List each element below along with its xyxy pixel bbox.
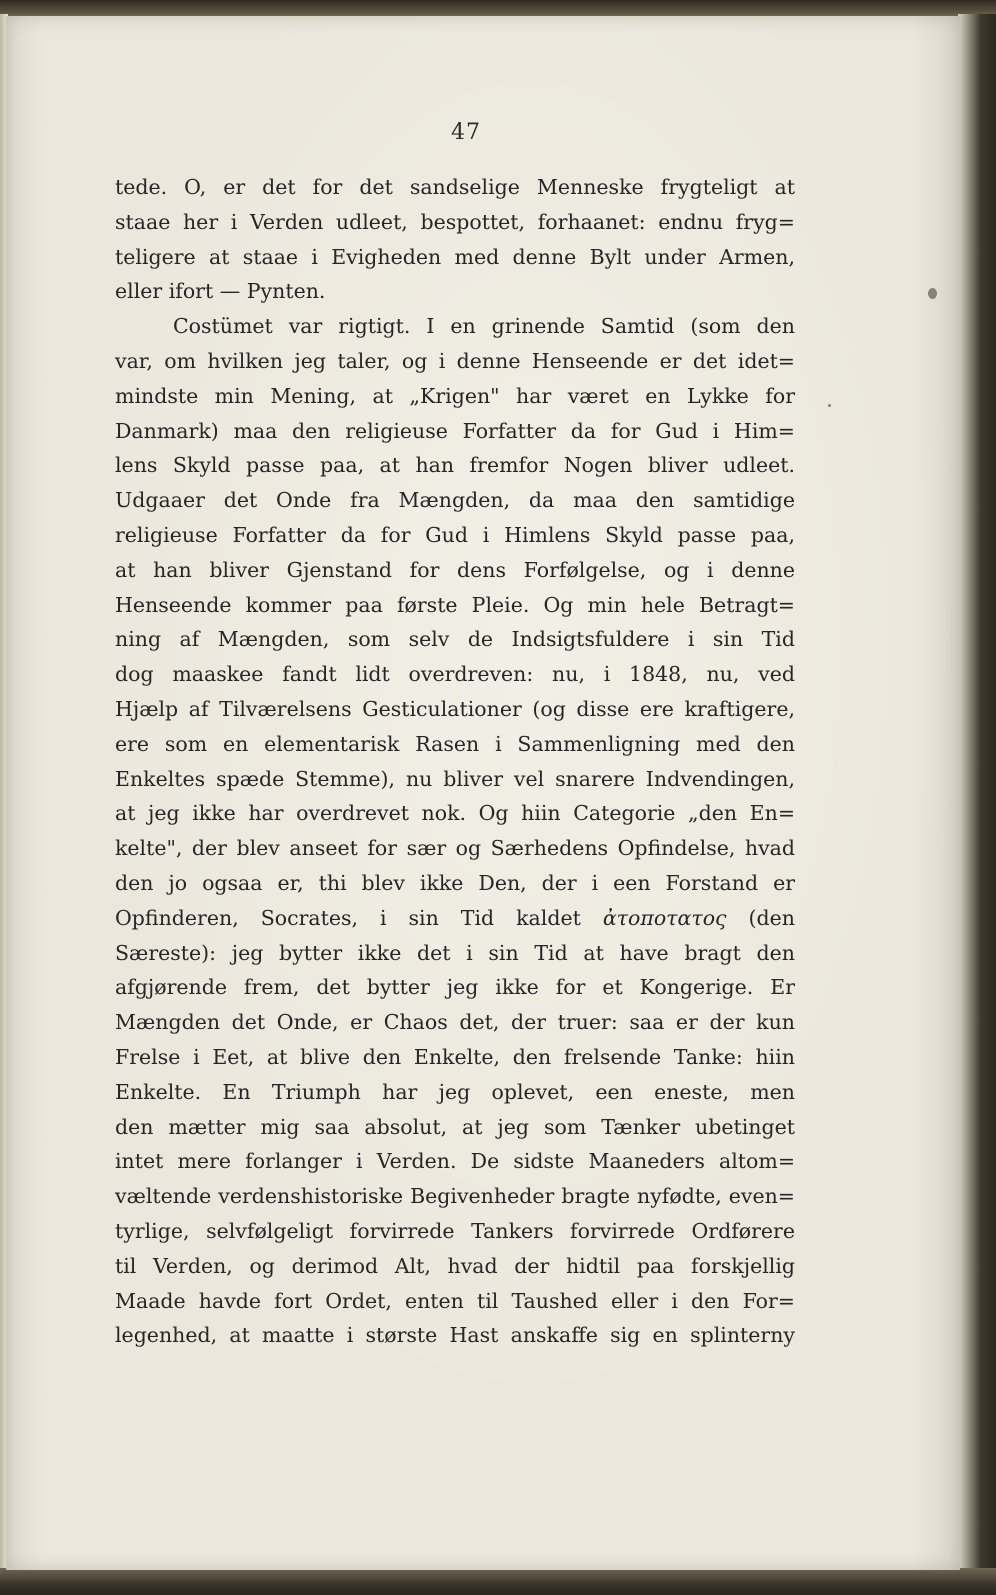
text-line: ere som en elementarisk Rasen i Sammenligning med den [115, 731, 795, 756]
text-line: tyrlige, selvfølgeligt forvirrede Tankers forvirrede Ordførere [115, 1218, 795, 1243]
text-line: tede. O, er det for det sandselige Menneske frygteligt at [115, 175, 795, 199]
book-binding-edge [958, 14, 996, 1574]
text-line: var, om hvilken jeg taler, og i denne Henseende er det idet= [115, 348, 795, 373]
text-line: til Verden, og derimod Alt, hvad der hidtil paa forskjellig [115, 1253, 795, 1278]
book-bottom-edge [0, 1568, 996, 1595]
text-line: teligere at staae i Evigheden med denne Bylt under Armen, [115, 244, 795, 269]
text-line: Danmark) maa den religieuse Forfatter da for Gud i Him= [115, 418, 795, 443]
text-line: kelte", der blev anseet for sær og Særhedens Opfindelse, hvad [115, 836, 795, 861]
text-line: Enkeltes spæde Stemme), nu bliver vel snarere Indvendingen, [115, 766, 795, 791]
text-line: Henseende kommer paa første Pleie. Og min hele Betragt= [115, 592, 795, 617]
page-number: 47 [451, 120, 481, 145]
paragraph-start-line: Costümet var rigtigt. I en grinende Samtid (som den [173, 314, 795, 339]
text-line: intet mere forlanger i Verden. De sidste Maaneders altom= [115, 1149, 795, 1174]
text-line: ning af Mængden, som selv de Indsigtsfuldere i sin Tid [115, 627, 795, 652]
text-line: den mætter mig saa absolut, at jeg som Tænker ubetinget [115, 1114, 795, 1139]
text-line: lens Skyld passe paa, at han fremfor Nogen bliver udleet. [115, 453, 795, 478]
text-line: Frelse i Eet, at blive den Enkelte, den frelsende Tanke: hiin [115, 1044, 795, 1069]
text-line-with-greek [115, 901, 795, 936]
text-line: Hjælp af Tilværelsens Gesticulationer (og disse ere kraftigere, [115, 696, 795, 721]
text-fragment: Opfinderen, Socrates, i sin Tid kaldet [115, 905, 581, 930]
text-line: at han bliver Gjenstand for dens Forfølgelse, og i denne [115, 557, 795, 582]
text-line: legenhed, at maatte i største Hast anskaffe sig en splinterny [115, 1323, 795, 1348]
text-line: væltende verdenshistoriske Begivenheder bragte nyfødte, even= [115, 1184, 795, 1209]
ink-speck [828, 404, 831, 407]
text-line: Maade havde fort Ordet, enten til Taushed eller i den For= [115, 1288, 795, 1313]
text-line: eller ifort — Pynten. [115, 279, 326, 304]
text-line: Enkelte. En Triumph har jeg oplevet, een eneste, men [115, 1079, 795, 1104]
text-line: Mængden det Onde, er Chaos det, der truer: saa er der kun [115, 1010, 795, 1035]
text-line: religieuse Forfatter da for Gud i Himlens Skyld passe paa, [115, 522, 795, 547]
greek-word: ἀτοποτατος [602, 905, 727, 930]
text-line: mindste min Mening, at „Krigen" har været en Lykke for [115, 383, 795, 408]
text-line: dog maaskee fandt lidt overdreven: nu, i 1848, nu, ved [115, 662, 795, 687]
text-line: staae her i Verden udleet, bespottet, forhaanet: endnu fryg= [115, 209, 795, 234]
text-line: afgjørende frem, det bytter jeg ikke for et Kongerige. Er [115, 975, 795, 1000]
text-line: Udgaaer det Onde fra Mængden, da maa den samtidige [115, 488, 795, 513]
text-line: Særeste): jeg bytter ikke det i sin Tid at have bragt den [115, 940, 795, 965]
text-line: den jo ogsaa er, thi blev ikke Den, der i een Forstand er [115, 870, 795, 895]
text-fragment: (den [748, 905, 795, 930]
body-text [115, 170, 795, 1353]
text-line: at jeg ikke har overdrevet nok. Og hiin Categorie „den En= [115, 801, 795, 826]
ink-speck [928, 288, 937, 299]
